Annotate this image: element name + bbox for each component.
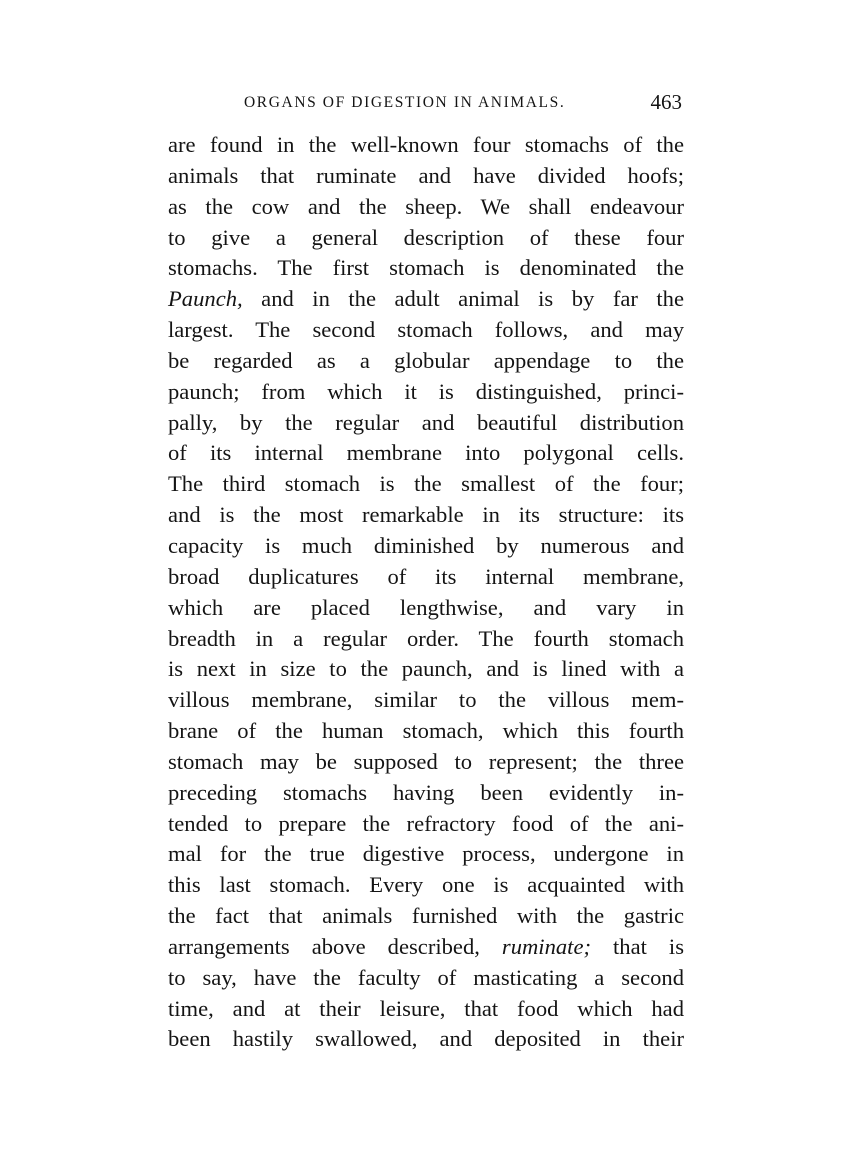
text-run: are found in the well-known four stomachs of the <box>168 132 684 157</box>
text-line <box>168 716 684 747</box>
text-run: and is the most remarkable in its structure: its <box>168 502 684 528</box>
text-line <box>168 130 684 161</box>
text-run: as the cow and the sheep. We shall endeavour <box>168 193 684 219</box>
text-line <box>168 562 684 593</box>
text-line <box>168 778 684 809</box>
text-line <box>168 192 684 223</box>
text-run: time, and at their leisure, that food which had <box>168 995 684 1021</box>
text-run: to give a general description of these four <box>168 224 684 250</box>
text-run: is next in size to the paunch, and is lined with a <box>168 656 684 682</box>
text-line <box>168 315 684 346</box>
text-line <box>168 994 684 1025</box>
text-run: villous membrane, similar to the villous mem- <box>168 687 684 713</box>
text-run: brane of the human stomach, which this fourth <box>168 718 684 744</box>
body-text <box>168 130 684 1055</box>
text-line <box>168 284 684 315</box>
text-run: that is <box>591 933 684 959</box>
text-line <box>168 346 684 377</box>
text-line <box>168 685 684 716</box>
text-run: been hastily swallowed, and deposited in their <box>168 1026 684 1052</box>
text-run: to say, have the faculty of masticating a second <box>168 964 684 990</box>
text-line <box>168 809 684 840</box>
text-line <box>168 747 684 778</box>
text-run: preceding stomachs having been evidently in- <box>168 779 684 805</box>
text-line <box>168 901 684 932</box>
text-line <box>168 377 684 408</box>
text-run: largest. The second stomach follows, and may <box>168 317 684 343</box>
text-run: broad duplicatures of its internal membrane, <box>168 563 684 589</box>
italic-term: ruminate; <box>501 933 592 959</box>
text-line <box>168 932 684 963</box>
text-line <box>168 253 684 284</box>
text-line <box>168 870 684 901</box>
text-run: which are placed lengthwise, and vary in <box>168 594 684 620</box>
text-line <box>168 161 684 192</box>
text-run: the fact that animals furnished with the gastric <box>168 903 684 929</box>
text-run: stomachs. The first stomach is denominated the <box>168 255 684 281</box>
text-line <box>168 469 684 500</box>
running-head <box>168 90 684 120</box>
text-line <box>168 963 684 994</box>
text-run: mal for the true digestive process, undergone in <box>168 841 684 867</box>
text-run: The third stomach is the smallest of the four; <box>168 471 684 497</box>
text-run: stomach may be supposed to represent; the three <box>168 748 684 774</box>
text-run: this last stomach. Every one is acquainted with <box>168 872 684 898</box>
text-run: breadth in a regular order. The fourth stomach <box>168 625 684 651</box>
text-line <box>168 654 684 685</box>
italic-term: Paunch, <box>168 286 243 312</box>
text-line <box>168 408 684 439</box>
text-line <box>168 1024 684 1055</box>
text-run: of its internal membrane into polygonal cells. <box>168 440 684 466</box>
text-run: capacity is much diminished by numerous and <box>168 532 684 558</box>
text-run: be regarded as a globular appendage to the <box>168 347 684 373</box>
text-run: pally, by the regular and beautiful distribution <box>168 409 684 435</box>
text-run: tended to prepare the refractory food of the ani- <box>168 810 684 836</box>
text-run: animals that ruminate and have divided hoofs; <box>168 162 684 188</box>
text-line <box>168 593 684 624</box>
text-line <box>168 624 684 655</box>
text-run: paunch; from which it is distinguished, princi- <box>168 378 684 404</box>
running-title: ORGANS OF DIGESTION IN ANIMALS. <box>244 94 566 111</box>
text-line <box>168 531 684 562</box>
text-line <box>168 438 684 469</box>
text-line <box>168 839 684 870</box>
text-run: arrangements above described, <box>168 933 502 959</box>
text-line <box>168 500 684 531</box>
text-line <box>168 223 684 254</box>
page-number: 463 <box>650 90 682 114</box>
text-run: and in the adult animal is by far the <box>242 286 684 312</box>
